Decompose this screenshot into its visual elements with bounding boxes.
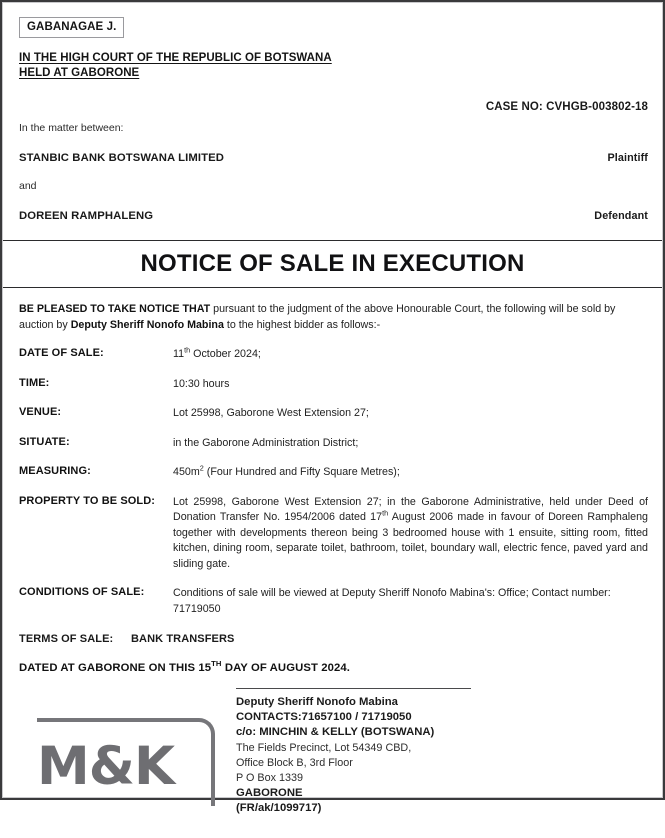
plaintiff-role: Plaintiff — [607, 152, 648, 164]
property-date-ordinal: th — [382, 508, 389, 518]
date-of-sale-day: 11 — [173, 348, 185, 360]
venue-label: VENUE: — [19, 406, 62, 418]
signature-address-2: Office Block B, 3rd Floor — [236, 756, 353, 769]
time-label: TIME: — [19, 376, 50, 389]
mk-logo-text: M&K — [37, 736, 175, 797]
property-text-a: Lot 25998, Gaborone West Extension 27; in the Gaborone Administrative, held under Deed of Donation Transfer No. 1954/2006 dated 17 — [173, 495, 648, 523]
detail-row-time — [19, 377, 648, 393]
signature-address-1: The Fields Precinct, Lot 54349 CBD, — [236, 741, 412, 754]
detail-row-terms — [19, 633, 648, 645]
detail-row-conditions — [19, 586, 648, 617]
date-of-sale-ordinal: th — [184, 345, 191, 355]
defendant-role: Defendant — [594, 210, 648, 222]
mk-logo — [21, 718, 231, 823]
date-of-sale-label: DATE OF SALE: — [19, 347, 104, 359]
date-of-sale-value — [173, 347, 648, 363]
detail-row-property — [19, 495, 648, 573]
court-heading-line-2: HELD AT GABORONE — [19, 67, 140, 79]
signature-line — [236, 688, 471, 689]
property-text-b: August 2006 made in favour of Doreen Ramphaleng together with developments thereon being 3 bedroomed house with 1 ensuite, sitting room, fitted kitchen, dining room, separate toilet, bathroom, toilet, boundary wall, electric fence, paved yard and sliding gate. — [173, 511, 648, 570]
detail-row-situate — [19, 436, 648, 452]
notice-title-band — [3, 241, 662, 287]
matter-intro: In the matter between: — [19, 122, 124, 134]
signature-firm: c/o: MINCHIN & KELLY (BOTSWANA) — [236, 726, 435, 739]
document-page-inner-border — [2, 2, 663, 815]
signature-area — [19, 688, 648, 838]
dated-ordinal: TH — [211, 659, 222, 669]
signature-details — [236, 695, 434, 817]
property-value — [173, 495, 648, 573]
dated-suffix: DAY OF AUGUST 2024. — [221, 662, 350, 674]
intro-lead: BE PLEASED TO TAKE NOTICE THAT — [19, 303, 211, 315]
page-title: NOTICE OF SALE IN EXECUTION — [140, 250, 525, 277]
title-rule-bottom — [3, 287, 662, 288]
situate-label: SITUATE: — [19, 435, 70, 448]
intro-officer: Deputy Sheriff Nonofo Mabina — [70, 318, 224, 331]
defendant-row — [19, 210, 648, 222]
dated-line — [19, 659, 648, 674]
signature-po-box: P O Box 1339 — [236, 772, 304, 785]
dated-prefix: DATED AT GABORONE ON THIS 15 — [19, 662, 212, 674]
signature-reference: (FR/ak/1099717) — [236, 802, 322, 815]
parties-conjunction: and — [19, 180, 37, 192]
court-heading-line-1: IN THE HIGH COURT OF THE REPUBLIC OF BOTSWANA — [19, 52, 332, 64]
plaintiff-row — [19, 152, 648, 164]
case-number: CASE NO: CVHGB-003802-18 — [485, 101, 648, 113]
terms-value: BANK TRANSFERS — [131, 633, 235, 645]
measuring-unit-exponent: 2 — [199, 463, 204, 473]
detail-row-venue — [19, 406, 648, 422]
signature-contacts: CONTACTS:71657100 / 71719050 — [236, 711, 412, 724]
detail-row-measuring — [19, 465, 648, 481]
defendant-name: DOREEN RAMPHALENG — [19, 210, 154, 222]
signature-officer-name: Deputy Sheriff Nonofo Mabina — [236, 696, 398, 708]
terms-label: TERMS OF SALE: — [19, 633, 114, 645]
intro-text-1: pursuant to the judgment of the above Honourable Court, the following will be sold by auction by — [19, 303, 616, 331]
intro-text-2: to the highest bidder as follows:- — [223, 318, 381, 331]
conditions-label: CONDITIONS OF SALE: — [19, 586, 145, 598]
judge-tag-container — [3, 3, 662, 38]
situate-value: in the Gaborone Administration District; — [173, 436, 359, 449]
measuring-label: MEASURING: — [19, 465, 91, 477]
date-of-sale-rest: October 2024; — [190, 348, 261, 360]
property-label: PROPERTY TO BE SOLD: — [19, 494, 156, 507]
measuring-words: (Four Hundred and Fifty Square Metres); — [203, 466, 400, 478]
intro-paragraph — [19, 302, 648, 333]
time-value: 10:30 hours — [173, 377, 230, 390]
plaintiff-name: STANBIC BANK BOTSWANA LIMITED — [19, 152, 224, 164]
court-heading — [19, 51, 648, 81]
conditions-value: Conditions of sale will be viewed at Deputy Sheriff Nonofo Mabina's: Office; Contact number: 71719050 — [173, 587, 611, 615]
signature-city: GABORONE — [236, 787, 303, 800]
detail-row-date-of-sale — [19, 347, 648, 363]
measuring-value — [173, 465, 648, 481]
measuring-area: 450m — [173, 466, 200, 478]
judge-name-box: GABANAGAE J. — [19, 17, 124, 38]
venue-value: Lot 25998, Gaborone West Extension 27; — [173, 407, 369, 419]
